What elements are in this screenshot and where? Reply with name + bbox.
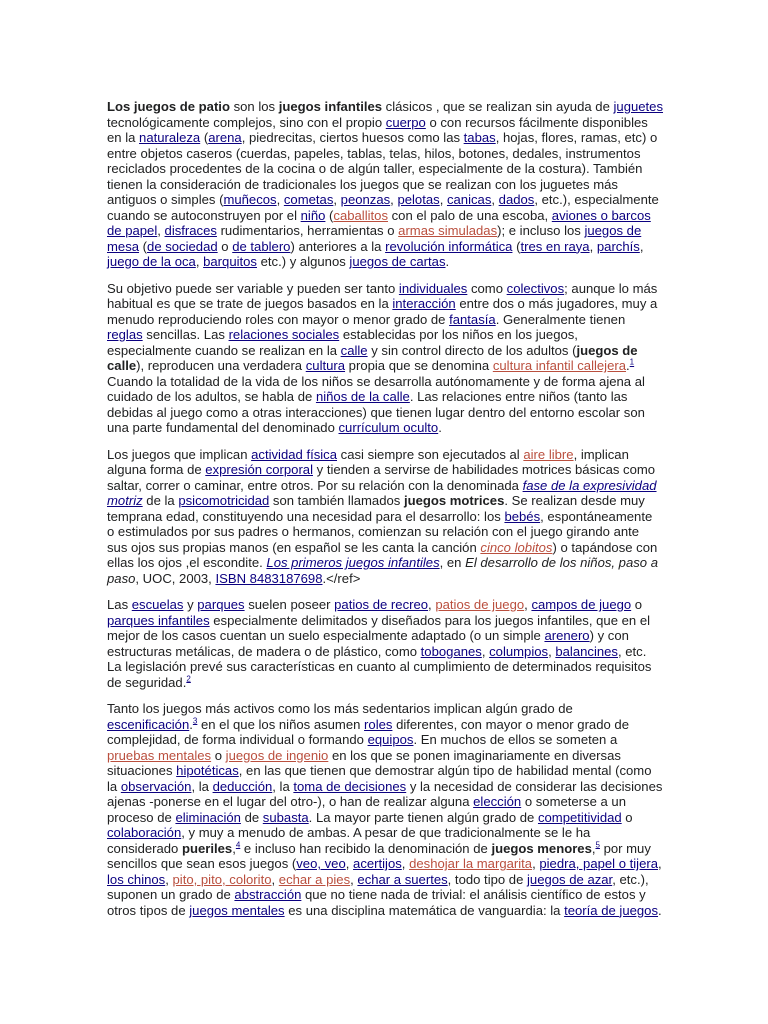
text-run: sencillas. Las bbox=[142, 327, 229, 342]
text-run: , bbox=[589, 238, 597, 254]
footnote-ref[interactable]: 5 bbox=[595, 840, 600, 850]
bold-text: juegos de calle bbox=[107, 342, 638, 373]
footnote-ref[interactable]: 2 bbox=[186, 674, 191, 684]
wiki-link[interactable]: revolución informática bbox=[385, 238, 513, 254]
text-run: , etc. La legislación prevé sus características en cuanto al cumplimiento de determinados requisitos de seguridad. bbox=[107, 643, 652, 690]
wiki-link[interactable]: echar a suertes bbox=[357, 871, 448, 887]
text-run: , bbox=[276, 192, 284, 207]
text-run: ; aunque lo más habitual es que se trate de juegos basados en la bbox=[107, 280, 658, 311]
text-run: , bbox=[481, 643, 490, 659]
text-run: en el que los niños asumen bbox=[197, 716, 365, 732]
text-run: , bbox=[390, 192, 398, 207]
text-run: .</ref> bbox=[322, 570, 361, 586]
footnote bbox=[630, 358, 634, 367]
wiki-link[interactable]: toboganes bbox=[420, 643, 482, 659]
text-run: ); e incluso los bbox=[497, 223, 585, 238]
text-run: . Generalmente tienen bbox=[495, 311, 626, 327]
wiki-link[interactable]: juguetes bbox=[613, 99, 664, 114]
wiki-link[interactable]: equipos bbox=[367, 732, 414, 747]
text-run: suelen poseer bbox=[244, 597, 335, 612]
redlink[interactable]: cinco lobitos bbox=[480, 539, 553, 555]
text-run: o con recursos fácilmente disponibles en la bbox=[107, 114, 648, 145]
wiki-link[interactable]: acertijos bbox=[353, 856, 402, 871]
text-run: e incluso han recibido la denominación de bbox=[240, 840, 492, 856]
wiki-link[interactable]: arena bbox=[208, 130, 242, 145]
text-run: , bbox=[195, 254, 204, 269]
wiki-link[interactable]: juegos de azar bbox=[527, 871, 613, 887]
text-run: , bbox=[401, 856, 410, 871]
wiki-link[interactable]: tabas bbox=[463, 130, 496, 145]
text-run: ( bbox=[325, 207, 334, 223]
redlink[interactable]: patios de juego bbox=[435, 597, 525, 612]
text-run: , bbox=[439, 192, 447, 207]
wiki-link[interactable]: juegos de cartas bbox=[349, 254, 446, 269]
text-run: Las bbox=[107, 597, 132, 612]
wiki-link[interactable]: pelotas bbox=[397, 192, 440, 207]
text-run: Cuando la totalidad de la vida de los niños se desarrolla autónomamente y de forma ajena al cuidado de los adultos, se habla de bbox=[107, 373, 645, 404]
wiki-link[interactable]: juegos de mesa bbox=[107, 223, 642, 254]
text-run: , etc.), suponen un grado de bbox=[107, 871, 649, 902]
wiki-link[interactable]: competitividad bbox=[537, 809, 622, 825]
text-run: , bbox=[232, 840, 236, 856]
wiki-link[interactable]: subasta bbox=[262, 809, 309, 825]
wiki-link[interactable]: niños de la calle bbox=[315, 389, 410, 404]
text-run: ), reproducen una verdadera bbox=[136, 358, 306, 373]
footnote-ref[interactable]: 4 bbox=[235, 840, 241, 850]
wiki-link[interactable]: psicomotricidad bbox=[178, 493, 270, 508]
text-run: o bbox=[211, 747, 226, 763]
wiki-link[interactable]: ISBN 8483187698 bbox=[215, 570, 323, 586]
text-run: , todo tipo de bbox=[447, 871, 528, 887]
text-run: de la bbox=[142, 493, 179, 508]
wiki-link[interactable]: interacción bbox=[392, 296, 456, 311]
text-run: . bbox=[445, 254, 450, 269]
bold-text: juegos motrices bbox=[403, 493, 505, 508]
text-run: o bbox=[631, 597, 643, 612]
bold-text: pueriles bbox=[181, 840, 233, 856]
bold-text: juegos infantiles bbox=[278, 99, 383, 114]
text-run: son también llamados bbox=[269, 493, 404, 508]
wiki-link[interactable]: muñecos bbox=[223, 192, 277, 207]
text-run: especialmente delimitados y diseñados para los juegos infantiles, que en el mejor de los casos cuentan un suelo especialmente adaptado (o un simple bbox=[107, 612, 651, 643]
wiki-link[interactable]: patios de recreo bbox=[334, 597, 429, 612]
text-run: como bbox=[467, 280, 507, 296]
article-body bbox=[107, 99, 663, 929]
text-run: , bbox=[350, 871, 358, 887]
text-run: Su objetivo puede ser variable y pueden ser tanto bbox=[107, 280, 399, 296]
wiki-link[interactable]: individuales bbox=[398, 280, 468, 296]
text-run: . bbox=[189, 716, 193, 732]
text-run: . bbox=[658, 902, 662, 918]
text-run: diferentes, con mayor o menor grado de complejidad, de forma individual o formando bbox=[107, 716, 629, 747]
text-run: , UOC, 2003, bbox=[135, 570, 216, 586]
redlink[interactable]: cultura infantil callejera bbox=[492, 358, 627, 373]
text-run: que no tiene nada de trivial: el análisis científico de estos y otros tipos de bbox=[107, 887, 646, 918]
wiki-link[interactable]: hipotéticas bbox=[176, 763, 239, 778]
text-run: . bbox=[438, 420, 442, 435]
wiki-link[interactable]: reglas bbox=[107, 327, 143, 342]
text-run: , espontáneamente o estimulados por sus padres o hermanos, comienzan su relación con el juego girando ante sus ojos sus propias manos (en español se les canta la canción bbox=[107, 508, 653, 555]
text-run: ) o tapándose con ellas los ojos ,el escondite. bbox=[107, 539, 658, 570]
wiki-link[interactable]: los chinos bbox=[107, 871, 166, 887]
wiki-link[interactable]: roles bbox=[364, 716, 393, 732]
text-run: rudimentarios, herramientas o bbox=[216, 223, 399, 238]
wiki-link[interactable]: disfraces bbox=[164, 223, 217, 238]
paragraph bbox=[107, 99, 663, 270]
text-run: ( bbox=[139, 238, 148, 254]
wiki-link[interactable]: naturaleza bbox=[139, 130, 201, 145]
text-run: Tanto los juegos más activos como los más sedentarios implican algún grado de bbox=[107, 701, 573, 716]
redlink[interactable]: caballitos bbox=[333, 207, 388, 223]
italic-text: El desarrollo de los niños, paso a paso bbox=[107, 555, 658, 586]
text-run: , la bbox=[191, 778, 213, 794]
text-run: ) anteriores a la bbox=[290, 238, 386, 254]
wiki-link[interactable]: toma de decisiones bbox=[293, 778, 407, 794]
wiki-link[interactable]: piedra, papel o tijera bbox=[539, 856, 659, 871]
wiki-link[interactable]: deducción bbox=[212, 778, 273, 794]
wiki-link[interactable]: veo, veo bbox=[296, 856, 346, 871]
text-run: , bbox=[548, 643, 556, 659]
text-run: , hojas, flores, ramas, etc) o entre objetos caseros (cuerdas, papeles, tablas, telas, hilos, botones, dedales, instrumentos reciclados procedentes de la cocina o de algún taller, especialmente de la costura). También tienen la consideración de tradicionales los juegos que se realizan con los juguetes más antiguos o simples ( bbox=[107, 130, 658, 207]
redlink[interactable]: juegos de ingenio bbox=[225, 747, 329, 763]
wiki-link[interactable]: parques bbox=[197, 597, 245, 612]
text-run: ( bbox=[200, 130, 209, 145]
paragraph bbox=[107, 281, 663, 436]
wiki-link[interactable]: observación bbox=[120, 778, 192, 794]
wiki-link[interactable]: de sociedad bbox=[147, 238, 218, 254]
wiki-link[interactable]: expresión corporal bbox=[205, 462, 313, 477]
text-run: , bbox=[271, 871, 279, 887]
wiki-link[interactable]: campos de juego bbox=[531, 597, 632, 612]
text-run: , piedrecitas, ciertos huesos como las bbox=[241, 130, 464, 145]
text-run: y sin control directo de los adultos ( bbox=[367, 342, 577, 358]
footnote-ref[interactable]: 1 bbox=[629, 357, 635, 367]
text-run: etc.) y algunos bbox=[256, 254, 350, 269]
text-run: y bbox=[183, 597, 198, 612]
wiki-link[interactable]: bebés bbox=[504, 508, 541, 524]
text-run: clásicos , que se realizan sin ayuda de bbox=[382, 99, 614, 114]
text-run: , bbox=[333, 192, 341, 207]
text-run: , bbox=[524, 597, 532, 612]
text-run: o someterse a un proceso de bbox=[107, 794, 626, 825]
wiki-link[interactable]: arenero bbox=[544, 628, 590, 643]
text-run: , y muy a menudo de ambas. A pesar de que tradicionalmente se le ha considerado bbox=[107, 825, 591, 856]
redlink[interactable]: pito, pito, colorito bbox=[172, 871, 272, 887]
text-run: , bbox=[165, 871, 173, 887]
wiki-link[interactable]: eliminación bbox=[175, 809, 241, 825]
redlink[interactable]: echar a pies bbox=[278, 871, 351, 887]
wiki-link[interactable]: colectivos bbox=[506, 280, 565, 296]
wiki-link[interactable]: teoría de juegos bbox=[564, 902, 659, 918]
paragraph bbox=[107, 597, 663, 690]
bold-text: juegos menores bbox=[491, 840, 592, 856]
wiki-link[interactable]: columpios bbox=[489, 643, 549, 659]
text-run: ( bbox=[512, 238, 521, 254]
text-run: , bbox=[639, 238, 644, 254]
wiki-link[interactable]: tres en raya bbox=[520, 238, 590, 254]
wiki-link[interactable]: juegos mentales bbox=[189, 902, 285, 918]
text-run: es una disciplina matemática de vanguardia: la bbox=[284, 902, 565, 918]
text-run: . En muchos de ellos se someten a bbox=[413, 732, 618, 747]
wiki-link[interactable]: currículum oculto bbox=[338, 420, 439, 435]
wiki-link[interactable]: parques infantiles bbox=[107, 612, 210, 628]
wiki-link[interactable]: fantasía bbox=[449, 311, 496, 327]
wiki-link[interactable]: cometas bbox=[283, 192, 334, 207]
wiki-link[interactable]: abstracción bbox=[234, 887, 302, 902]
wiki-link[interactable]: calle bbox=[340, 342, 368, 358]
text-run: , bbox=[532, 856, 540, 871]
text-run: , en las que tienen que demostrar algún tipo de habilidad mental (como la bbox=[107, 763, 652, 794]
wiki-link[interactable]: canicas bbox=[446, 192, 492, 207]
wiki-link[interactable]: niño bbox=[300, 207, 326, 223]
footnote-ref[interactable]: 3 bbox=[192, 716, 198, 726]
wiki-link[interactable]: relaciones sociales bbox=[228, 327, 340, 342]
text-run: o bbox=[217, 238, 233, 254]
text-run: , bbox=[491, 192, 499, 207]
wiki-link[interactable]: barquitos bbox=[203, 254, 257, 269]
wiki-link[interactable]: parchís bbox=[596, 238, 640, 254]
text-run: , bbox=[345, 856, 354, 871]
wiki-link[interactable]: colaboración bbox=[107, 825, 182, 840]
text-run: , bbox=[428, 597, 436, 612]
wiki-link[interactable]: Los primeros juegos infantiles bbox=[266, 555, 440, 570]
wiki-link[interactable]: dados bbox=[498, 192, 535, 207]
wiki-link[interactable]: peonzas bbox=[340, 192, 391, 207]
text-run: , etc.), especialmente cuando se autoconstruyen por el bbox=[107, 192, 659, 223]
text-run: y tienden a servirse de habilidades motrices básicas como saltar, correr o caminar, entre otros. Por su relación con la denominada bbox=[107, 462, 656, 493]
text-run: , la bbox=[272, 778, 294, 794]
wiki-link[interactable]: escuelas bbox=[131, 597, 184, 612]
text-run: tecnológicamente complejos, sino con el propio bbox=[107, 114, 386, 130]
text-run: , implican alguna forma de bbox=[107, 446, 629, 477]
redlink[interactable]: armas simuladas bbox=[398, 223, 498, 238]
bold-text: Los juegos de patio bbox=[107, 99, 230, 114]
redlink[interactable]: deshojar la margarita bbox=[409, 856, 533, 871]
text-run: y la necesidad de considerar las decisiones ajenas -ponerse en el lugar del otro-), o han de realizar alguna bbox=[107, 778, 663, 809]
footnote bbox=[186, 674, 190, 683]
text-run: entre dos o más jugadores, muy a menudo reproduciendo roles con mayor o menor grado de bbox=[107, 296, 658, 327]
wiki-link[interactable]: fase de la expresividad motriz bbox=[107, 477, 657, 508]
text-run: en los que se ponen imaginariamente en diversas situaciones bbox=[107, 747, 621, 778]
text-run: ) y con estructuras metálicas, de madera o de plástico, como bbox=[107, 628, 629, 659]
text-run: Los juegos que implican bbox=[107, 446, 252, 462]
paragraph bbox=[107, 447, 663, 587]
text-run: , bbox=[591, 840, 596, 856]
text-run: con el palo de una escoba, bbox=[388, 207, 552, 223]
paragraph bbox=[107, 701, 663, 918]
text-run: propia que se denomina bbox=[345, 358, 493, 373]
text-run: . Se realizan desde muy temprana edad, constituyendo una necesidad para el desarrollo: los bbox=[107, 493, 645, 524]
text-run: . La mayor parte tienen algún grado de bbox=[308, 809, 538, 825]
wiki-link[interactable]: de tablero bbox=[232, 238, 291, 254]
text-run: . bbox=[626, 358, 630, 373]
text-run: o bbox=[621, 809, 633, 825]
text-run: , bbox=[658, 856, 662, 871]
text-run: por muy sencillos que sean esos juegos ( bbox=[107, 840, 651, 871]
wiki-link[interactable]: balancines bbox=[555, 643, 618, 659]
wiki-link[interactable]: cuerpo bbox=[385, 114, 426, 130]
text-run: , en bbox=[439, 555, 466, 570]
text-run: son los bbox=[229, 99, 279, 114]
text-run: casi siempre son ejecutados al bbox=[337, 446, 524, 462]
redlink[interactable]: aire libre bbox=[523, 446, 574, 462]
wiki-link[interactable]: juego de la oca bbox=[107, 254, 196, 269]
text-run: de bbox=[240, 809, 263, 825]
wiki-link[interactable]: aviones o barcos de papel bbox=[107, 207, 651, 238]
wiki-link[interactable]: escenificación bbox=[107, 716, 190, 732]
wiki-link[interactable]: cultura bbox=[305, 358, 346, 373]
wiki-link[interactable]: actividad física bbox=[251, 446, 338, 462]
wiki-link[interactable]: elección bbox=[473, 794, 522, 809]
text-run: establecidas por los niños en los juegos, especialmente cuando se realizan en la bbox=[107, 327, 578, 358]
text-run: . Las relaciones entre niños (tanto las debidas al juego como a otras interacciones) que tienen lugar dentro del entorno escolar son una parte fundamental del denominado bbox=[107, 389, 645, 435]
text-run: , bbox=[157, 223, 165, 238]
redlink[interactable]: pruebas mentales bbox=[107, 747, 212, 763]
